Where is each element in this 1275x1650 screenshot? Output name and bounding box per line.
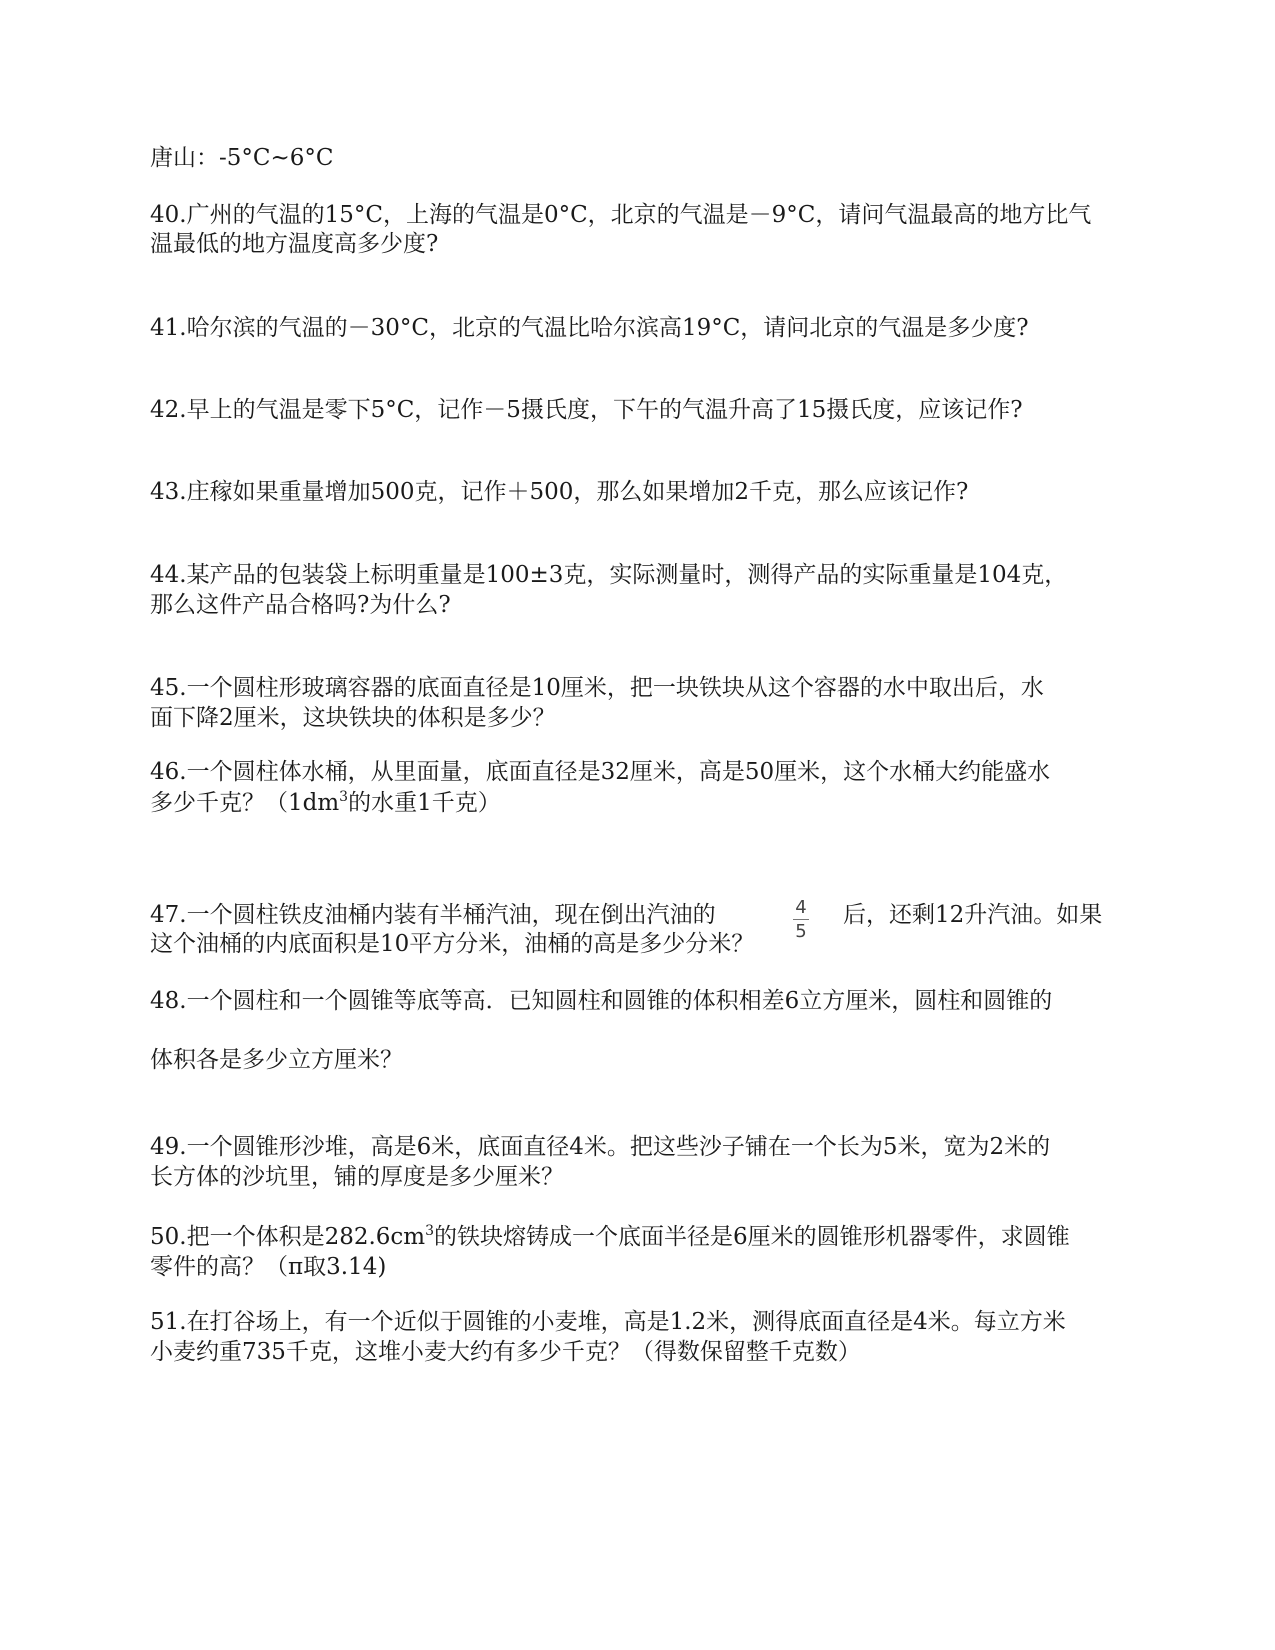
question-45-line-2: 面下降2厘米，这块铁块的体积是多少？ xyxy=(150,705,556,731)
question-46-line-2 xyxy=(150,788,501,818)
fraction-bar xyxy=(793,919,809,920)
question-50-line-1 xyxy=(150,1222,1070,1252)
q50-superscript: 3 xyxy=(425,1223,435,1239)
question-42: 42.早上的气温是零下5°C，记作－5摄氏度，下午的气温升高了15摄氏度，应该记作? xyxy=(150,397,1023,423)
question-50-line-2: 零件的高？（π取3.14) xyxy=(150,1254,387,1280)
question-47-line-1-end: 后，还剩12升汽油。如果 xyxy=(843,902,1103,928)
question-47-line-1-start: 47.一个圆柱铁皮油桶内装有半桶汽油，现在倒出汽油的 xyxy=(150,902,716,928)
question-45-line-1: 45.一个圆柱形玻璃容器的底面直径是10厘米，把一块铁块从这个容器的水中取出后，水 xyxy=(150,675,1044,701)
question-40-line-2: 温最低的地方温度高多少度? xyxy=(150,231,439,257)
question-44-line-1: 44.某产品的包装袋上标明重量是100±3克，实际测量时，测得产品的实际重量是104克， xyxy=(150,562,1068,588)
question-47-line-2: 这个油桶的内底面积是10平方分米，油桶的高是多少分米？ xyxy=(150,931,755,957)
question-40-line-1: 40.广州的气温的15°C，上海的气温是0°C，北京的气温是－9°C，请问气温最高的地方比气 xyxy=(150,202,1092,228)
q46-superscript: 3 xyxy=(339,789,349,805)
question-43: 43.庄稼如果重量增加500克，记作＋500，那么如果增加2千克，那么应该记作? xyxy=(150,479,969,505)
question-48-line-2: 体积各是多少立方厘米？ xyxy=(150,1047,403,1073)
question-46-line-1: 46.一个圆柱体水桶，从里面量，底面直径是32厘米，高是50厘米，这个水桶大约能盛水 xyxy=(150,759,1051,785)
fraction-four-fifths xyxy=(793,898,809,942)
q46-text-end: 的水重1千克） xyxy=(348,790,501,816)
q46-text-start: 多少千克？（1dm xyxy=(150,790,340,816)
question-51-line-1: 51.在打谷场上，有一个近似于圆锥的小麦堆，高是1.2米，测得底面直径是4米。每立方米 xyxy=(150,1309,1066,1335)
question-49-line-2: 长方体的沙坑里，铺的厚度是多少厘米？ xyxy=(150,1164,564,1190)
question-44-line-2: 那么这件产品合格吗?为什么? xyxy=(150,592,451,618)
question-48-line-1: 48.一个圆柱和一个圆锥等底等高．已知圆柱和圆锥的体积相差6立方厘米，圆柱和圆锥的 xyxy=(150,988,1053,1014)
question-51-line-2: 小麦约重735千克，这堆小麦大约有多少千克？（得数保留整千克数） xyxy=(150,1339,861,1365)
q50-text-end: 的铁块熔铸成一个底面半径是6厘米的圆锥形机器零件，求圆锥 xyxy=(434,1224,1070,1250)
fraction-denominator: 5 xyxy=(795,921,807,942)
fraction-numerator: 4 xyxy=(795,897,807,918)
question-41: 41.哈尔滨的气温的－30°C，北京的气温比哈尔滨高19°C，请问北京的气温是多少度? xyxy=(150,315,1029,341)
text-line-tangshan: 唐山：-5°C~6°C xyxy=(150,145,334,171)
q50-text-start: 50.把一个体积是282.6cm xyxy=(150,1224,426,1250)
question-49-line-1: 49.一个圆锥形沙堆，高是6米，底面直径4米。把这些沙子铺在一个长为5米，宽为2米的 xyxy=(150,1134,1051,1160)
